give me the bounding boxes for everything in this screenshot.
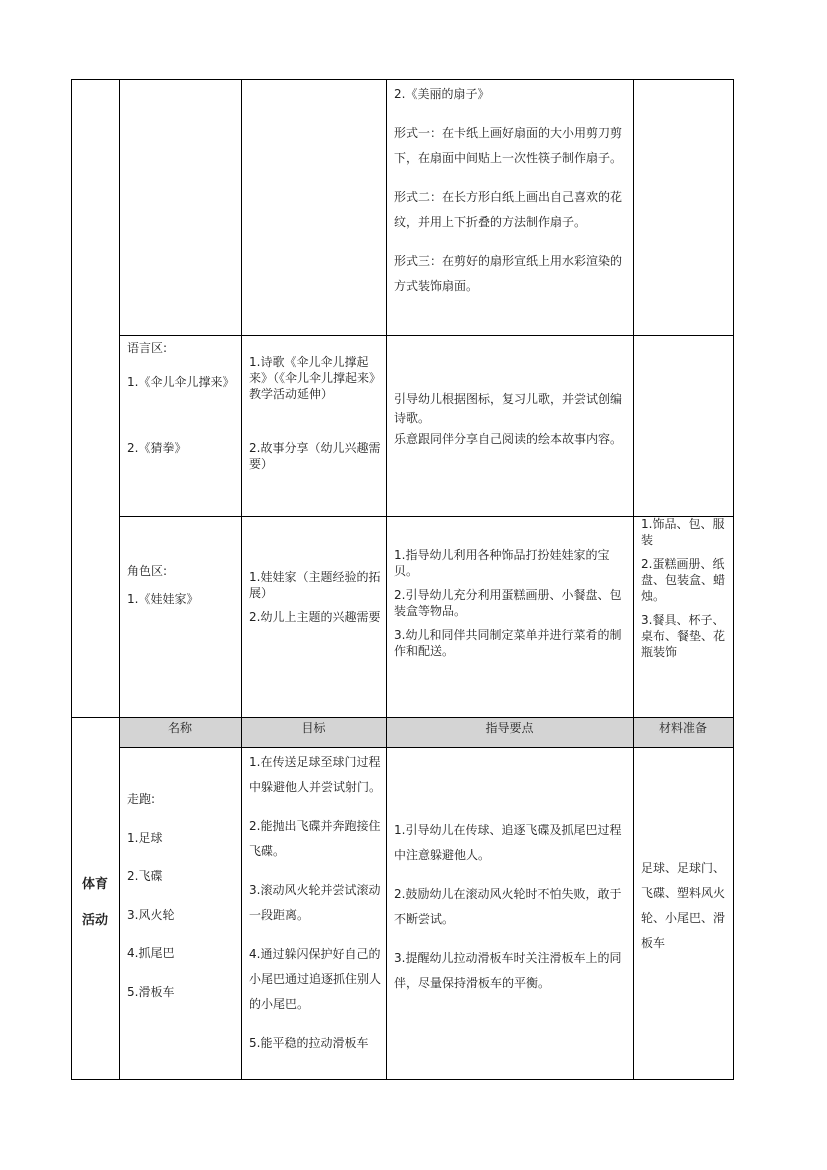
- goal-item: 4.通过躲闪保护好自己的小尾巴通过追逐抓住别人的小尾巴。: [249, 947, 382, 1011]
- guidance-line: 引导幼儿根据图标，复习儿歌，并尝试创编诗歌。: [394, 392, 623, 425]
- goal-item: 2.幼儿上主题的兴趣需要: [249, 610, 381, 624]
- guidance-line: 形式二：在长方形白纸上画出自己喜欢的花纹，并用上下折叠的方法制作扇子。: [394, 190, 623, 229]
- guidance-line: 1.引导幼儿在传球、追逐飞碟及抓尾巴过程中注意躲避他人。: [394, 823, 622, 862]
- activity-item: 2.飞碟: [127, 869, 163, 884]
- row2-goal: [242, 354, 385, 472]
- section-label-sports: [71, 867, 119, 939]
- sports-materials: [634, 856, 732, 956]
- material-item: 2.蛋糕画册、纸盘、包装盒、蜡烛。: [641, 557, 726, 603]
- section-label-line: 体育: [81, 877, 108, 892]
- guidance-line: 3.幼儿和同伴共同制定菜单并进行菜肴的制作和配送。: [394, 628, 622, 658]
- activity-item: 3.风火轮: [127, 907, 175, 922]
- guidance-line: 2.《美丽的扇子》: [394, 87, 490, 101]
- rule-bottom: [71, 1079, 734, 1080]
- sports-guidance: [387, 818, 631, 996]
- guidance-line: 2.引导幼儿充分利用蛋糕画册、小餐盘、包装盒等物品。: [394, 588, 622, 618]
- area-title: 语言区:: [127, 341, 168, 355]
- goal-item: 1.诗歌《伞儿伞儿撑起来》（《伞儿伞儿撑起来》教学活动延伸）: [249, 355, 382, 401]
- header-name: 名称: [167, 721, 192, 735]
- goal-item: 1.在传送足球至球门过程中躲避他人并尝试射门。: [249, 755, 382, 794]
- activity-item: 走跑:: [127, 792, 156, 806]
- sports-goal: [242, 750, 385, 1056]
- rule-header: [119, 747, 734, 748]
- material-item: 1.饰品、包、服装: [641, 517, 725, 547]
- goal-item: 1.娃娃家（主题经验的拓展）: [249, 570, 381, 600]
- row2-name: [120, 338, 240, 458]
- goal-item: 2.故事分享（幼儿兴趣需要）: [249, 441, 381, 471]
- activity-item: 1.足球: [127, 830, 163, 845]
- rule-row1: [119, 335, 734, 336]
- guidance-line: 2.鼓励幼儿在滚动风火轮时不怕失败，敢于不断尝试。: [394, 887, 622, 926]
- goal-item: 2.能抛出飞碟并奔跑接住飞碟。: [249, 819, 381, 858]
- row3-materials: [634, 516, 732, 660]
- guidance-line: 3.提醒幼儿拉动滑板车时关注滑板车上的同伴，尽量保持滑板车的平衡。: [394, 951, 622, 990]
- guidance-line: 形式三：在剪好的扇形宣纸上用水彩渲染的方式装饰扇面。: [394, 254, 623, 293]
- header-materials: 材料准备: [658, 721, 707, 735]
- goal-item: 5.能平稳的拉动滑板车: [249, 1036, 369, 1050]
- header-guidance: 指导要点: [485, 721, 534, 735]
- row3-name: [120, 561, 240, 609]
- rule-right: [733, 79, 734, 1080]
- row2-guidance: [387, 390, 631, 449]
- row1-guidance: [387, 82, 631, 299]
- material-item: 足球、足球门、飞碟、塑料风火轮、小尾巴、滑板车: [641, 861, 726, 950]
- activity-item: 2.《猜拳》: [127, 441, 187, 455]
- goal-item: 3.滚动风火轮并尝试滚动一段距离。: [249, 883, 381, 922]
- activity-item: 1.《伞儿伞儿撑来》: [127, 375, 235, 389]
- activity-table: [71, 79, 734, 1080]
- material-item: 3.餐具、杯子、桌布、餐垫、花瓶装饰: [641, 613, 726, 659]
- rule-top: [71, 79, 734, 80]
- guidance-line: 1.指导幼儿利用各种饰品打扮娃娃家的宝贝。: [394, 548, 610, 578]
- activity-item: 5.滑板车: [127, 984, 175, 999]
- header-goal: 目标: [301, 721, 326, 735]
- guidance-line: 形式一：在卡纸上画好扇面的大小用剪刀剪下，在扇面中间贴上一次性筷子制作扇子。: [394, 126, 623, 165]
- activity-item: 4.抓尾巴: [127, 946, 175, 961]
- area-title: 角色区:: [127, 564, 168, 578]
- rule-section: [71, 717, 734, 718]
- sports-name: [120, 780, 240, 1012]
- section-label-line: 活动: [81, 913, 108, 928]
- guidance-line: 乐意跟同伴分享自己阅读的绘本故事内容。: [394, 432, 623, 446]
- row3-goal: [242, 569, 385, 625]
- row3-guidance: [387, 547, 631, 659]
- activity-item: 1.《娃娃家》: [127, 592, 199, 606]
